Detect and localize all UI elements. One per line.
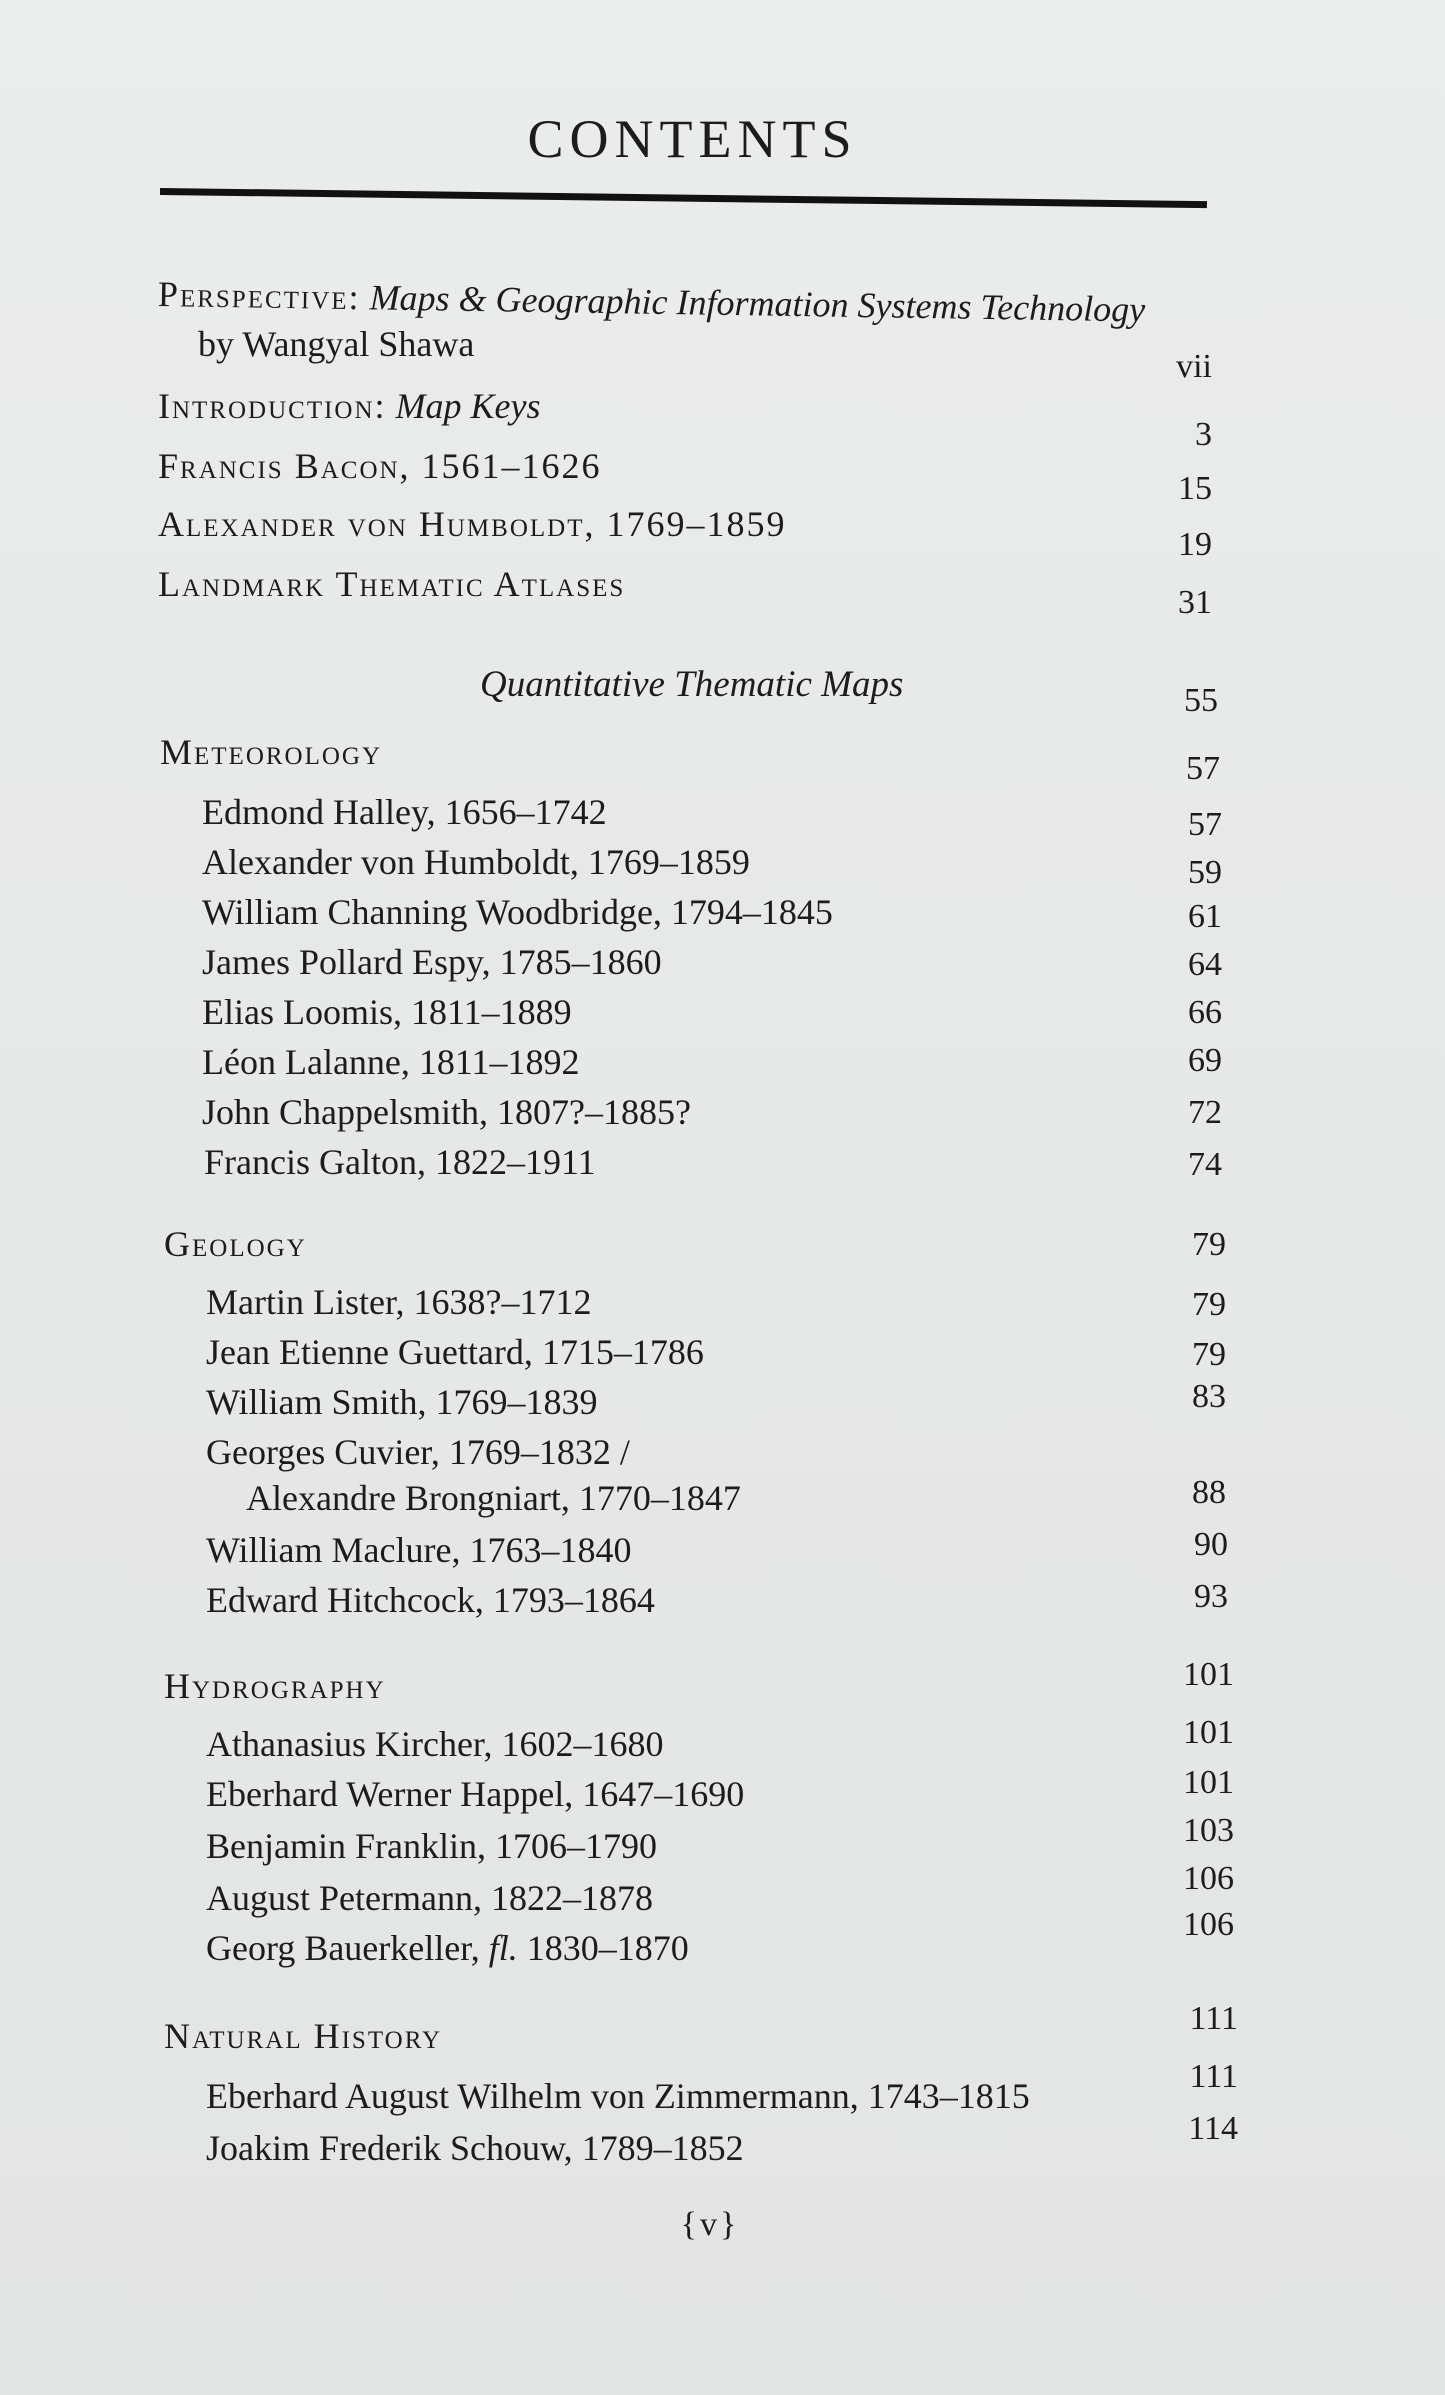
toc-item-hitchcock[interactable]: Edward Hitchcock, 1793–1864 <box>206 1580 655 1620</box>
schouw-page: 114 <box>1188 2110 1238 2147</box>
section-geology[interactable]: Geology <box>164 1224 307 1264</box>
toc-item-galton[interactable]: Francis Galton, 1822–1911 <box>204 1142 596 1182</box>
geology-page: 79 <box>1192 1226 1226 1263</box>
toc-item-happel[interactable]: Eberhard Werner Happel, 1647–1690 <box>206 1774 745 1814</box>
toc-item-maclure[interactable]: William Maclure, 1763–1840 <box>206 1530 632 1570</box>
halley-page: 57 <box>1188 806 1222 843</box>
smith-page: 83 <box>1192 1378 1226 1415</box>
toc-entry-perspective[interactable] <box>158 276 1146 328</box>
woodbridge-page: 61 <box>1188 898 1222 935</box>
bauerkeller-fl: fl. <box>488 1928 518 1968</box>
page-number: {v} <box>680 2206 740 2243</box>
toc-entry-humboldt[interactable]: Alexander von Humboldt, 1769–1859 <box>158 504 787 544</box>
toc-entry-introduction[interactable] <box>158 388 541 424</box>
part-heading[interactable]: Quantitative Thematic Maps <box>480 664 904 705</box>
meteorology-page: 57 <box>1186 750 1220 787</box>
toc-item-petermann[interactable]: August Petermann, 1822–1878 <box>206 1878 653 1918</box>
toc-item-chappelsmith[interactable]: John Chappelsmith, 1807?–1885? <box>202 1092 691 1132</box>
maclure-page: 90 <box>1194 1526 1228 1563</box>
franklin-page: 103 <box>1183 1812 1234 1849</box>
toc-item-smith[interactable]: William Smith, 1769–1839 <box>206 1382 598 1422</box>
perspective-page: vii <box>1176 348 1212 385</box>
toc-item-brongniart[interactable]: Alexandre Brongniart, 1770–1847 <box>246 1478 741 1518</box>
lalanne-page: 69 <box>1188 1042 1222 1079</box>
guettard-page: 79 <box>1192 1336 1226 1373</box>
introduction-label: Introduction: <box>158 386 387 426</box>
hitchcock-page: 93 <box>1194 1578 1228 1615</box>
perspective-label: Perspective: <box>157 274 361 318</box>
toc-item-franklin[interactable]: Benjamin Franklin, 1706–1790 <box>206 1826 657 1866</box>
part-page: 55 <box>1184 682 1218 719</box>
zimmermann-page: 111 <box>1189 2058 1238 2095</box>
brongniart-page: 88 <box>1192 1474 1226 1511</box>
toc-item-halley[interactable]: Edmond Halley, 1656–1742 <box>202 792 607 832</box>
happel-page: 101 <box>1183 1764 1234 1801</box>
toc-item-woodbridge[interactable]: William Channing Woodbridge, 1794–1845 <box>202 892 833 932</box>
kircher-page: 101 <box>1183 1714 1234 1751</box>
section-meteorology[interactable]: Meteorology <box>160 732 383 772</box>
toc-item-loomis[interactable]: Elias Loomis, 1811–1889 <box>202 992 572 1032</box>
toc-entry-atlases[interactable]: Landmark Thematic Atlases <box>158 564 626 604</box>
humboldt-page: 19 <box>1178 526 1212 563</box>
toc-item-zimmermann[interactable]: Eberhard August Wilhelm von Zimmermann, 1743–1815 <box>206 2076 1030 2116</box>
perspective-subtitle: Maps & Geographic Information Systems Technology <box>369 277 1146 330</box>
toc-item-lalanne[interactable]: Léon Lalanne, 1811–1892 <box>202 1042 580 1082</box>
chappelsmith-page: 72 <box>1188 1094 1222 1131</box>
toc-item-cuvier[interactable]: Georges Cuvier, 1769–1832 / <box>206 1432 630 1472</box>
loomis-page: 66 <box>1188 994 1222 1031</box>
bauerkeller-name: Georg Bauerkeller, <box>206 1928 480 1968</box>
introduction-subtitle: Map Keys <box>395 386 541 426</box>
toc-item-schouw[interactable]: Joakim Frederik Schouw, 1789–1852 <box>206 2128 744 2168</box>
toc-item-espy[interactable]: James Pollard Espy, 1785–1860 <box>202 942 662 982</box>
toc-item-bauerkeller[interactable] <box>206 1930 689 1966</box>
toc-item-lister[interactable]: Martin Lister, 1638?–1712 <box>206 1282 592 1322</box>
section-hydrography[interactable]: Hydrography <box>164 1666 386 1706</box>
toc-item-guettard[interactable]: Jean Etienne Guettard, 1715–1786 <box>206 1332 704 1372</box>
bacon-page: 15 <box>1178 470 1212 507</box>
page-title: CONTENTS <box>527 109 858 169</box>
toc-entry-bacon[interactable]: Francis Bacon, 1561–1626 <box>158 446 602 486</box>
introduction-page: 3 <box>1195 416 1212 453</box>
lister-page: 79 <box>1192 1286 1226 1323</box>
petermann-page: 106 <box>1183 1860 1234 1897</box>
espy-page: 64 <box>1188 946 1222 983</box>
bauerkeller-page: 106 <box>1183 1906 1234 1943</box>
bauerkeller-dates: 1830–1870 <box>526 1928 689 1968</box>
galton-page: 74 <box>1188 1146 1222 1183</box>
hydrography-page: 101 <box>1183 1656 1234 1693</box>
toc-item-humboldt-met[interactable]: Alexander von Humboldt, 1769–1859 <box>202 842 750 882</box>
section-natural-history[interactable]: Natural History <box>164 2016 443 2056</box>
humboldt-met-page: 59 <box>1188 854 1222 891</box>
title-rule <box>160 188 1207 208</box>
toc-item-kircher[interactable]: Athanasius Kircher, 1602–1680 <box>206 1724 664 1764</box>
perspective-byline: by Wangyal Shawa <box>198 324 475 364</box>
natural-history-page: 111 <box>1189 2000 1238 2037</box>
atlases-page: 31 <box>1178 584 1212 621</box>
